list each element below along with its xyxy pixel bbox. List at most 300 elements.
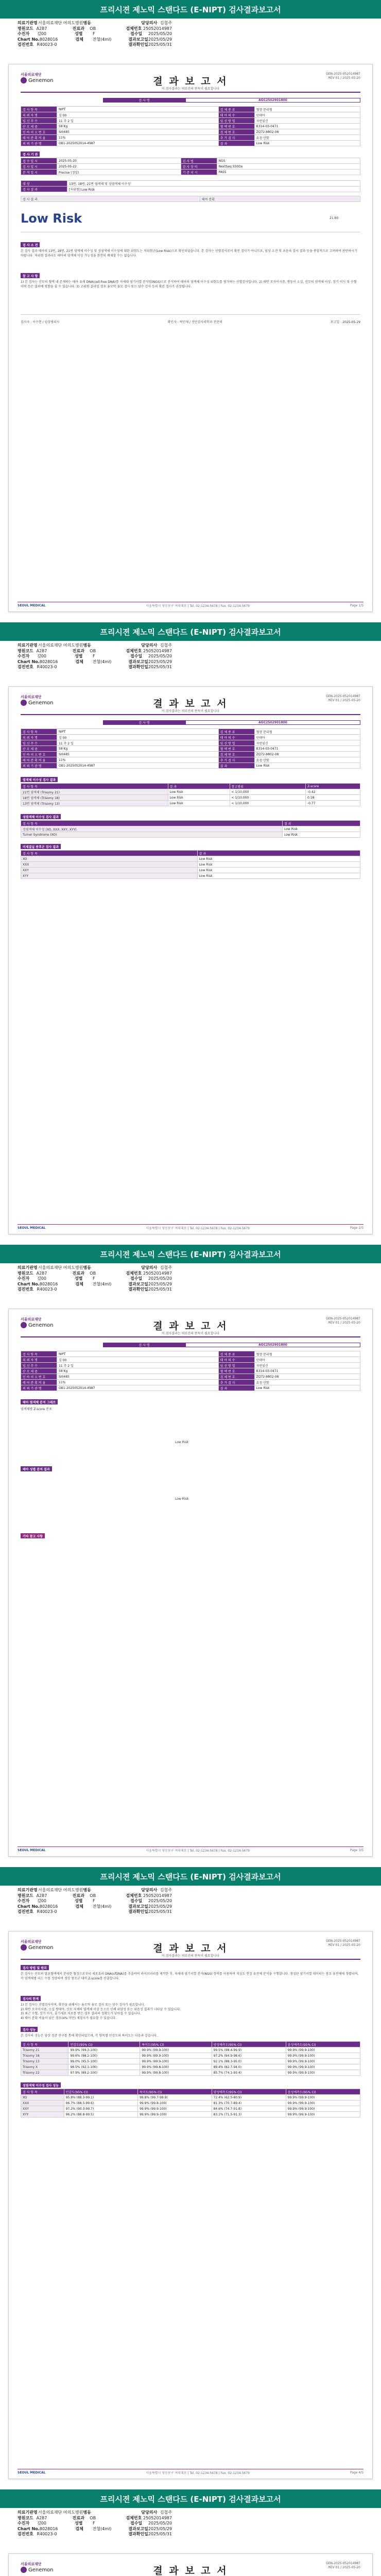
table-row <box>21 2100 360 2106</box>
table-cell: 99.9% (99.9-100) <box>286 2064 360 2070</box>
row-label: 태 아 의 수 <box>218 112 254 118</box>
row-value: 자연임신 <box>254 1363 360 1368</box>
column-header: 민감도(95% CI) <box>64 2089 137 2095</box>
row-label: 산 모 체 중 <box>21 1368 57 1374</box>
row-value: 11 주 2 일 <box>57 740 219 746</box>
table-cell: 13번 염색체 (Trisomy 13) <box>21 801 168 806</box>
col-head: 태아 분획 <box>200 196 360 202</box>
table-row <box>21 763 360 769</box>
column-header: 특이도(95% CI) <box>138 2089 212 2095</box>
page-footer: SEOUL MEDICAL 서울특별시 영등포구 여의대로 | Tel. 02-1234-5678 | Fax. 02-1234-5679 Page 4/5 <box>18 2469 363 2476</box>
section-title: 성염색체 이수성 검사 결과 <box>21 814 61 819</box>
table-cell: 96.7% (88.5-99.6) <box>64 2100 137 2106</box>
microdeletion-table <box>21 850 360 879</box>
table-cell: Low Risk <box>283 832 360 838</box>
column-header: 검 사 항 목 <box>21 851 198 856</box>
brand-logo: 서울의료재단 Genemon <box>21 2562 54 2573</box>
row-label: 태 아 의 수 <box>218 735 254 740</box>
report-header-title: 프리시젼 제노믹 스탠다드 (E-NIPT) 검사결과보고서 <box>0 1245 381 1263</box>
performance-text: 본 검사의 성능은 임상 검증 연구를 통해 확인되었으며, 각 항목별 민감도와 특이도는 다음과 같습니다. <box>21 2034 158 2038</box>
row-label: 태 아 분 획 비 율 <box>21 757 57 763</box>
table-row <box>21 135 360 141</box>
patient-info-block: 의료기관명 서울의료재단 여의도병원 병동 담당의사 김철주 병원코드 A287 진료과 OB 검체번호 25052014987 수진자 김00 성별 F 접수일 2025/05/20 Chart No. 8028016 검체 전혈(4ml) 결과보고일 2025/05/29 검진번호 R40023-0 결과확인일 2025/05/31 <box>18 1888 172 1914</box>
table-row <box>21 789 360 795</box>
table-cell: XO <box>21 2095 64 2100</box>
table-cell: XYY <box>21 873 198 879</box>
table-cell: 99.9% (99.8-100) <box>140 2064 212 2070</box>
table-cell: 99.9% (99.9-100) <box>138 2106 212 2112</box>
table-cell: Low Risk <box>197 868 360 873</box>
row-label: 추 가 검 사 <box>218 135 254 141</box>
footer-page: Page 1/5 <box>350 604 363 607</box>
document-subtitle: 이 검사결과는 의료인의 판독이 필요합니다 <box>162 1332 219 1335</box>
table-header-row <box>21 2089 360 2095</box>
table-row <box>21 1357 360 1363</box>
table-cell: Low Risk <box>197 862 360 868</box>
row-label: 혈 액 번 호 <box>218 124 254 129</box>
info-value: 김00 <box>37 31 46 37</box>
report-header-title: 프리시젼 제노믹 스탠다드 (E-NIPT) 검사결과보고서 <box>0 622 381 641</box>
row-value: 혈장 분리혈 <box>254 107 360 112</box>
column-header: 검 사 항 목 <box>21 2089 64 2095</box>
info-label: 진료과 <box>72 26 84 31</box>
table-cell: 99.9% (99.9-100) <box>286 2070 360 2076</box>
table-header-row <box>21 851 360 856</box>
footer-logo: SEOUL MEDICAL <box>18 604 46 607</box>
patient-info-block: 의료기관명 서울의료재단 여의도병원 병동 담당의사 김철주 병원코드 A287 진료과 OB 검체번호 25052014987 수진자 김00 성별 F 접수일 2025/05/20 Chart No. 8028016 검체 전혈(4ml) 결과보고일 2025/05/29 검진번호 R40023-0 결과확인일 2025/05/31 <box>18 643 172 670</box>
result-table <box>21 180 360 192</box>
title-divider <box>21 1336 360 1337</box>
result-label: 검 사 결 과 <box>21 187 67 192</box>
section-title: 검 사 기 관 <box>21 151 40 157</box>
row-value: NIPT <box>57 1351 219 1357</box>
signature-reviewer: 확인자 : 박민재 / 진단검사의학과 전문의 <box>167 320 222 324</box>
table-cell: Trisomy 13 <box>21 2059 68 2064</box>
brand-logo: 서울의료재단 Genemon <box>21 695 54 706</box>
row-value: OB1-2025052014-4987 <box>57 1385 219 1391</box>
signature-tester: 검사자 : 이수현 / 임상병리사 <box>21 320 60 324</box>
info-label: 병원코드 <box>18 26 33 31</box>
row-value: 58 Kg <box>57 124 219 129</box>
basic-info-table <box>21 1351 360 1391</box>
table-row <box>21 826 360 832</box>
table-cell: 72.4% (62.5-80.9) <box>212 2095 286 2100</box>
result-value: [저위험] Low Risk <box>67 187 360 192</box>
row-label: 검 체 번 호 <box>218 752 254 757</box>
row-label: 임 신 방 법 <box>218 1363 254 1368</box>
document-subtitle: 이 검사결과는 의료인의 판독이 필요합니다 <box>162 87 219 91</box>
table-cell: 95.8% (88.3-99.1) <box>64 2095 137 2100</box>
row-label: 추 가 검 사 <box>218 1380 254 1385</box>
row-label: 태 아 분 획 비 율 <box>21 1380 57 1385</box>
table-cell: 99.9% (99.9-100) <box>140 2053 212 2059</box>
row-label: 검 체 종 류 <box>218 729 254 735</box>
table-cell: 99.6% (98.2-100) <box>68 2053 140 2059</box>
info-label: 수진자 <box>18 31 30 37</box>
table-cell: Turner Syndrome (XO) <box>21 832 283 838</box>
table-cell: 83.1% (71.5-91.3) <box>212 2112 286 2117</box>
table-cell: 99.5% (98.4-99.9) <box>212 2047 286 2053</box>
table-row <box>21 2070 360 2076</box>
info-value: 2025/05/29 <box>148 37 172 42</box>
row-label: 임 신 주 수 <box>21 740 57 746</box>
comment-text: 본 검사 결과 태아의 13번, 18번, 21번 염색체 이수성 및 성염색체 이수성에 대한 위험도는 저위험군(Low Risk)으로 확인되었습니다. 본 검사는 선별검사로서 확진 검사가 아니므로, 임상 소견 및 초음파 검사 결과 등을 종합적으로 고려하여 판단하시기 바랍니다. 저위험 결과라도 태아의 염색체 이상 가능성을 완전히 배제할 수는 없습니다. <box>21 249 357 258</box>
row-value: NIPT <box>57 107 219 112</box>
info-value: 김철주 <box>160 21 172 25</box>
info-value: 2025/05/20 <box>148 31 172 37</box>
row-label: 검 사 항 목 <box>21 107 57 112</box>
table-row <box>21 1380 360 1385</box>
row-label: 검 체 종 류 <box>218 1351 254 1357</box>
row-value: 단태아 <box>254 735 360 740</box>
basic-info-table <box>21 728 360 769</box>
table-row <box>21 112 360 118</box>
table-header-row <box>21 821 360 826</box>
row-label: 결 과 <box>218 141 254 146</box>
info-label: 검체 <box>75 37 83 42</box>
title-divider <box>21 714 360 715</box>
section-title: 미세결실 증후군 검사 결과 <box>21 844 61 849</box>
sex-performance-table <box>21 2089 360 2117</box>
test-code-bar: 검 사 명 AGC2502901800 <box>103 1343 360 1347</box>
table-cell: 99.9% (99.9-100) <box>286 2059 360 2064</box>
row-label: 검 사 장 비 <box>181 164 217 170</box>
row-value: 김 00 <box>57 112 219 118</box>
table-cell: 99.9% (99.9-100) <box>286 2106 360 2112</box>
row-label: 혈 액 번 호 <box>218 746 254 752</box>
row-value: Low Risk <box>254 1385 360 1391</box>
row-value: PASS <box>217 170 360 175</box>
section-title: 태아 염색체 분석 그래프 <box>21 1399 58 1404</box>
document-id: GEN-2025-052014987 REV 01 / 2025-05-20 <box>326 1939 360 1947</box>
row-value: 자연임신 <box>254 118 360 124</box>
row-value: 11% <box>57 1380 219 1385</box>
table-cell: < 1/10,000 <box>230 801 305 806</box>
section-title: 검 사 소 견 <box>21 242 40 247</box>
risk-label: Low Risk <box>175 1440 189 1444</box>
row-label: 검 사 항 목 <box>21 1351 57 1357</box>
row-value: Low Risk <box>254 763 360 769</box>
column-header: 검 사 항 목 <box>21 821 283 826</box>
column-header: 음성예측도(95% CI) <box>286 2089 360 2095</box>
table-row <box>21 868 360 873</box>
document-id: GEN-2025-052014987 REV 01 / 2025-05-20 <box>326 2562 360 2569</box>
column-header: 검 사 항 목 <box>21 2042 68 2047</box>
table-cell: XYY <box>21 2112 64 2117</box>
table-cell: < 1/10,000 <box>230 795 305 801</box>
row-value: B314-03-0471 <box>254 1368 360 1374</box>
row-value: 2025-05-22 <box>57 164 181 170</box>
row-label: 검 체 번 호 <box>218 129 254 135</box>
table-row <box>21 832 360 838</box>
table-cell: 성염색체 이수성 (XO, XXX, XXY, XYY) <box>21 826 283 832</box>
info-label: 의료기관명 <box>18 21 38 25</box>
table-cell: Trisomy X <box>21 2064 68 2070</box>
title-divider <box>21 92 360 93</box>
table-cell: XO <box>21 856 198 862</box>
table-row <box>21 862 360 868</box>
table-cell: 99.9% (99.9-100) <box>286 2047 360 2053</box>
table-row <box>21 1374 360 1380</box>
table-row <box>21 1385 360 1391</box>
table-cell: XXY <box>21 868 198 873</box>
info-label: 결과보고일 <box>128 37 148 42</box>
aneuploidy-table <box>21 783 360 806</box>
risk-result-label: Low Risk <box>21 211 82 226</box>
row-value: ZQ72-8802-08 <box>254 752 360 757</box>
info-label: 담당의사 <box>141 21 158 25</box>
row-value: 혈장 분리혈 <box>254 729 360 735</box>
row-label: 결 과 <box>218 1385 254 1391</box>
row-value: 요청 안함 <box>254 135 360 141</box>
test-code-label: 검 사 명 <box>103 98 185 103</box>
document-title: 결 과 보 고 서 <box>153 1320 228 1332</box>
sex-chromosome-table <box>21 820 360 838</box>
table-row <box>21 124 360 129</box>
info-value: 전혈(4ml) <box>92 37 112 42</box>
row-label: 기 준 치 시 <box>181 170 217 175</box>
test-code-bar: 검 사 명 AGC2502901800 <box>103 720 360 725</box>
info-value: OB <box>90 26 96 31</box>
table-cell: 99.9% (99.9-100) <box>138 2112 212 2117</box>
report-page-1 <box>0 0 381 622</box>
brand-logo: 서울의료재단 Genemon <box>21 1317 54 1328</box>
page-footer <box>18 602 363 609</box>
row-value: NGS <box>217 158 360 164</box>
table-row <box>21 1363 360 1368</box>
row-value: 김 00 <box>57 735 219 740</box>
section-title: 기타 참고 사항 <box>21 1533 45 1538</box>
section-title: 참 고 사 항 <box>21 273 40 278</box>
row-value: ZQ72-8802-08 <box>254 129 360 135</box>
row-label: 태 아 분 획 비 율 <box>21 135 57 141</box>
row-value: 11 주 2 일 <box>57 118 219 124</box>
report-page-5 <box>0 2489 381 2576</box>
report-header-title: 프리시젼 제노믹 스탠다드 (E-NIPT) 검사결과보고서 <box>0 0 381 19</box>
row-label: 인 바 이 오 번 호 <box>21 129 57 135</box>
table-row <box>21 1351 360 1357</box>
document-subtitle: 이 검사결과는 의료인의 판독이 필요합니다 <box>162 1954 219 1958</box>
row-value: 김 00 <box>57 1357 219 1363</box>
logo-mark-icon <box>21 700 27 706</box>
footer-address: 서울특별시 영등포구 여의대로 | Tel. 02-1234-5678 | Fax. 02-1234-5679 <box>146 604 250 608</box>
table-cell: 96.2% (86.8-99.5) <box>64 2112 137 2117</box>
chart-title: 염색체별 Z-score 분포 <box>21 1408 52 1411</box>
table-cell: 99.9% (99.9-100) <box>286 2112 360 2117</box>
table-cell: 84.6% (74.7-91.8) <box>212 2106 286 2112</box>
info-label: 결과확인일 <box>128 42 148 47</box>
row-label: 인 바 이 오 번 호 <box>21 752 57 757</box>
table-cell: 21번 염색체 (Trisomy 21) <box>21 789 168 795</box>
table-header-row <box>21 2042 360 2047</box>
result-value: 13번, 18번, 21번 염색체 및 성염색체 이수성 <box>67 181 360 187</box>
row-label: 분 석 일 시 <box>21 170 57 175</box>
signature-row <box>21 319 360 324</box>
column-header: 검 사 항 목 <box>21 784 168 789</box>
row-label: 임 신 방 법 <box>218 740 254 746</box>
column-header: 양성예측도(95% CI) <box>212 2089 286 2095</box>
info-label: 검진번호 <box>18 42 33 47</box>
logo-mark-icon <box>21 1944 27 1951</box>
title-divider <box>21 1959 360 1960</box>
info-label: 성별 <box>75 31 83 37</box>
row-value: OB1-2025052014-4987 <box>57 141 219 146</box>
column-header: 결 과 <box>197 851 360 856</box>
divider <box>21 314 360 315</box>
column-header: 민감도(95% CI) <box>68 2042 140 2047</box>
table-cell: 18번 염색체 (Trisomy 18) <box>21 795 168 801</box>
page-footer: SEOUL MEDICAL 서울특별시 영등포구 여의대로 | Tel. 02-1234-5678 | Fax. 02-1234-5679 Page 2/5 <box>18 1224 363 1231</box>
row-value: 단태아 <box>254 1357 360 1363</box>
table-cell: 0.18 <box>306 795 360 801</box>
table-cell: 99.9% (99.9-100) <box>286 2100 360 2106</box>
row-value: NextSeq 550Dx <box>217 164 360 170</box>
info-value: 8028016 <box>39 37 58 42</box>
notes-text: 1) 본 검사는 산모의 혈액 내 존재하는 태아 유래 DNA(cell-free DNA)를 차세대 염기서열 분석법(NGS)으로 분석하여 태아의 염색체 이수성 위험도를 평가하는 선별검사입니다. 2) 태반 모자이시즘, 쌍둥이 소실, 산모의 염색체 이상, 장기 이식 및 수혈 이력 등은 결과에 영향을 줄 수 있습니다. 3) 고위험 결과일 경우 융모막 융모 검사 또는 양수 검사 등의 확진 검사가 권장됩니다. <box>21 280 357 289</box>
info-label: 접수일 <box>130 31 143 37</box>
table-row <box>21 141 360 146</box>
document-id: GEN-2025-052014987 REV 01 / 2025-05-20 <box>326 694 360 702</box>
row-value: 58 Kg <box>57 746 219 752</box>
report-header-title: 프리시젼 제노믹 스탠다드 (E-NIPT) 검사결과보고서 <box>0 1867 381 1886</box>
row-label: 검 사 법 <box>181 158 217 164</box>
table-header-row <box>21 784 360 789</box>
patient-info-block: 의료기관명 서울의료재단 여의도병원 병동 담당의사 김철주 병원코드 A287 진료과 OB 검체번호 25052014987 수진자 김00 성별 F 접수일 2025/05/20 Chart No. 8028016 검체 전혈(4ml) 결과보고일 2025/05/29 검진번호 R40023-0 결과확인일 2025/05/31 <box>18 2510 172 2537</box>
test-code-bar <box>103 98 360 103</box>
row-label: 검 사 항 목 <box>21 729 57 735</box>
table-cell: -0.77 <box>306 801 360 806</box>
info-label: 병동 <box>83 21 91 25</box>
info-value: 2025/05/31 <box>148 42 172 47</box>
row-label: 임 신 방 법 <box>218 118 254 124</box>
fetal-fraction-value: 21.60 <box>330 216 339 220</box>
report-page-4 <box>0 1867 381 2489</box>
table-cell: 99.9% (99.8-100) <box>140 2070 212 2076</box>
row-value: 11% <box>57 135 219 141</box>
patient-info-block <box>18 21 172 48</box>
table-row <box>21 746 360 752</box>
table-cell: Trisomy 18 <box>21 2053 68 2059</box>
row-label: 의 뢰 자 명 <box>21 1357 57 1363</box>
row-label: 임 신 주 수 <box>21 118 57 124</box>
info-label: Chart No. <box>18 37 40 42</box>
table-cell: 99.9% (99.9-100) <box>140 2059 212 2064</box>
logo-mark-icon <box>21 77 27 83</box>
table-cell: 98.5% (92.1-100) <box>68 2064 140 2070</box>
row-value: 11 주 2 일 <box>57 1363 219 1368</box>
table-row <box>21 158 360 164</box>
table-row <box>21 757 360 763</box>
table-cell: XXX <box>21 2100 64 2106</box>
logo-mark-icon <box>21 1322 27 1328</box>
row-label: 태 아 의 수 <box>218 1357 254 1363</box>
table-row <box>21 2106 360 2112</box>
row-value: 혈장 분리혈 <box>254 1351 360 1357</box>
section-title: 태아 성별 분석 결과 <box>21 1466 52 1471</box>
row-value: ZQ72-8802-08 <box>254 1374 360 1380</box>
table-cell: 97.9% (89.2-100) <box>68 2070 140 2076</box>
section-title: 검사 방법 및 원리 <box>21 1965 49 1970</box>
row-value: 2025-05-20 <box>57 158 181 164</box>
row-value: 자연임신 <box>254 740 360 746</box>
logo-name: Genemon <box>28 77 54 83</box>
table-cell: 97.2% (94.9-98.6) <box>212 2053 286 2059</box>
row-label: 의 뢰 기 관 명 <box>21 763 57 769</box>
result-header-row <box>21 196 360 202</box>
patient-info-block: 의료기관명 서울의료재단 여의도병원 병동 담당의사 김철주 병원코드 A287 진료과 OB 검체번호 25052014987 수진자 김00 성별 F 접수일 2025/05/20 Chart No. 8028016 검체 전혈(4ml) 결과보고일 2025/05/29 검진번호 R40023-0 결과확인일 2025/05/31 <box>18 1265 172 1292</box>
row-label: 검 체 번 호 <box>218 1374 254 1380</box>
table-row <box>21 2059 360 2064</box>
table-row <box>21 801 360 806</box>
info-value: 25052014987 <box>143 26 172 31</box>
column-header: 양성예측도(95% CI) <box>212 2042 286 2047</box>
table-cell: Trisomy 22 <box>21 2070 68 2076</box>
row-label: 의 뢰 자 명 <box>21 112 57 118</box>
basic-info-table <box>21 106 360 146</box>
table-row <box>21 740 360 746</box>
row-value: 58 Kg <box>57 1368 219 1374</box>
table-cell: Low Risk <box>197 873 360 879</box>
row-label: 의 뢰 자 명 <box>21 735 57 740</box>
column-header: 특이도(95% CI) <box>140 2042 212 2047</box>
table-cell: < 1/10,000 <box>230 789 305 795</box>
row-value: Precise (정밀) <box>57 170 181 175</box>
row-label: 추 가 검 사 <box>218 757 254 763</box>
table-row <box>21 2053 360 2059</box>
performance-table <box>21 2041 360 2076</box>
table-cell: Trisomy 21 <box>21 2047 68 2053</box>
table-cell: 97.2% (90.3-99.7) <box>64 2106 137 2112</box>
table-row <box>21 129 360 135</box>
table-cell: 85.7% (74.1-93.4) <box>212 2070 286 2076</box>
table-cell: 99.0% (95.5-100) <box>68 2059 140 2064</box>
table-row <box>21 107 360 112</box>
report-page-2 <box>0 622 381 1245</box>
info-value: 서울의료재단 여의도병원 <box>38 21 83 25</box>
table-row <box>21 2047 360 2053</box>
table-cell: Low Risk <box>197 856 360 862</box>
column-header: 결 과 <box>168 784 230 789</box>
table-row <box>21 1368 360 1374</box>
table-cell: Low Risk <box>168 795 230 801</box>
table-row <box>21 2112 360 2117</box>
row-value: SI0485 <box>57 129 219 135</box>
column-header: 음성예측도(95% CI) <box>286 2042 360 2047</box>
table-row <box>21 164 360 170</box>
row-value: 단태아 <box>254 112 360 118</box>
brand-logo: 서울의료재단 Genemon <box>21 1940 54 1951</box>
row-label: 산 모 체 중 <box>21 124 57 129</box>
limits-text: 1) 본 검사는 선별검사이며, 확진을 위해서는 융모막 융모 검사 또는 양수 검사가 필요합니다. 2) 태반 모자이시즘, 소실 쌍태아, 산모 자체의 염색체 이상 등으로 인해 위양성 또는 위음성 결과가 나타날 수 있습니다. 3) 최근 수혈, 장기 이식, 줄기세포 치료를 받은 경우 결과의 정확도가 낮아질 수 있습니다. 4) 태아 분획 비율이 낮은 경우(4% 미만) 재검사가 필요할 수 있습니다. <box>21 2003 181 2020</box>
table-cell: XXY <box>21 2106 64 2112</box>
info-value: A287 <box>36 26 47 31</box>
risk-label: Low Risk <box>175 1497 189 1501</box>
info-value <box>102 21 141 26</box>
report-date: 보고일 : 2025-05-29 <box>330 320 360 324</box>
info-value: F <box>92 31 95 37</box>
report-header-title: 프리시젼 제노믹 스탠다드 (E-NIPT) 검사결과보고서 <box>0 2489 381 2508</box>
column-header: 결 과 <box>283 821 360 826</box>
info-value: R40023-0 <box>37 42 57 47</box>
method-text: 본 검사는 산모의 말초혈액에서 분리한 혈장으로부터 세포유리 DNA(cfDNA)를 추출하여 라이브러리를 제작한 후, 차세대 염기서열 분석(NGS) 장비를 이용하여 저심도 전장 유전체 분석을 수행합니다. 생성된 염기서열 데이터는 참조 유전체에 정렬되며, 각 염색체별 리드 수를 정량하여 정상 참조군 대비 Z-score를 산출합니다. <box>21 1972 359 1980</box>
table-cell: Low Risk <box>283 826 360 832</box>
row-label: 의 뢰 기 관 명 <box>21 1385 57 1391</box>
row-label: 결 과 <box>218 763 254 769</box>
table-cell: 99.9% (99.8-100) <box>138 2100 212 2106</box>
document-title: 결 과 보 고 서 <box>153 76 228 87</box>
row-value: Low Risk <box>254 141 360 146</box>
row-value: B314-03-0471 <box>254 746 360 752</box>
